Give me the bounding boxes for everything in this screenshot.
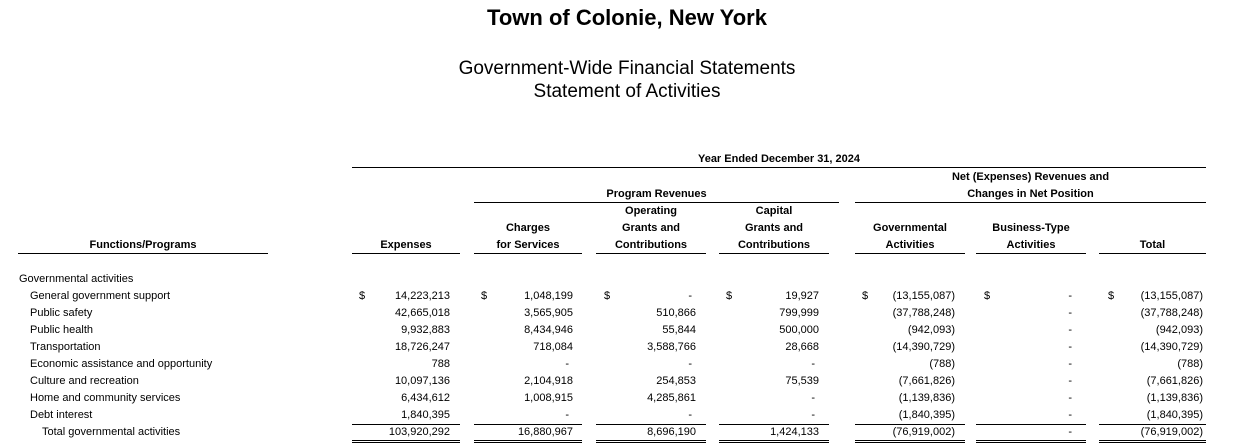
- currency-symbol: $: [984, 290, 991, 302]
- rule-governmental: [855, 253, 965, 254]
- cell-capital: 1,424,133: [770, 426, 819, 438]
- cell-expenses: 14,223,213: [394, 290, 450, 302]
- currency-symbol: $: [359, 290, 366, 302]
- cell-business: -: [1068, 358, 1072, 370]
- cell-governmental: (788): [929, 358, 955, 370]
- report-title: Town of Colonie, New York: [487, 5, 767, 30]
- expenses-header: Expenses: [380, 239, 432, 251]
- row-label: Transportation: [30, 341, 101, 353]
- cell-operating: 3,588,766: [647, 341, 696, 353]
- table-row: [0, 322, 1240, 339]
- total-double-rule: [719, 440, 829, 443]
- row-label: Culture and recreation: [30, 375, 139, 387]
- cell-charges: 1,048,199: [524, 290, 573, 302]
- cell-governmental: (1,139,836): [898, 392, 955, 404]
- cell-charges: 16,880,967: [517, 426, 573, 438]
- cell-charges: -: [565, 358, 569, 370]
- cell-business: -: [1068, 375, 1072, 387]
- cell-business: -: [1068, 290, 1072, 302]
- cell-expenses: 1,840,395: [401, 409, 450, 421]
- functions-header: Functions/Programs: [89, 239, 197, 251]
- rule-expenses: [352, 253, 460, 254]
- cell-governmental: (7,661,826): [898, 375, 955, 387]
- cell-capital: -: [811, 358, 815, 370]
- rule-period: [352, 167, 1206, 168]
- cell-charges: 1,008,915: [524, 392, 573, 404]
- net-position-header-line2: Changes in Net Position: [967, 188, 1094, 200]
- total-double-rule: [855, 440, 965, 443]
- cell-total: (76,919,002): [1140, 426, 1203, 438]
- cell-charges: 718,084: [533, 341, 573, 353]
- cell-capital: 19,927: [785, 290, 819, 302]
- cell-expenses: 103,920,292: [388, 426, 450, 438]
- cell-business: -: [1068, 307, 1072, 319]
- cell-expenses: 6,434,612: [401, 392, 450, 404]
- cell-operating: 254,853: [656, 375, 696, 387]
- cell-capital: -: [811, 409, 815, 421]
- row-label: Total governmental activities: [42, 426, 181, 438]
- row-label: Economic assistance and opportunity: [30, 358, 213, 370]
- cell-operating: -: [688, 290, 692, 302]
- period-header: Year Ended December 31, 2024: [697, 153, 861, 165]
- cell-expenses: 10,097,136: [394, 375, 450, 387]
- report-subtitle-1: Government-Wide Financial Statements: [458, 58, 796, 79]
- table-row: [0, 356, 1240, 373]
- cell-governmental: (14,390,729): [892, 341, 955, 353]
- cell-charges: 3,565,905: [524, 307, 573, 319]
- net-position-header: [855, 169, 1206, 203]
- total-double-rule: [352, 440, 460, 443]
- cell-governmental: (76,919,002): [892, 426, 955, 438]
- cell-capital: 75,539: [785, 375, 819, 387]
- program-revenues-header: Program Revenues: [606, 188, 707, 200]
- rule-operating: [596, 253, 706, 254]
- rule-functions: [18, 253, 268, 254]
- cell-total: (942,093): [1155, 324, 1203, 336]
- cell-total: (1,840,395): [1146, 409, 1203, 421]
- currency-symbol: $: [604, 290, 611, 302]
- rule-charges: [474, 253, 582, 254]
- cell-business: -: [1068, 324, 1072, 336]
- cell-operating: -: [688, 409, 692, 421]
- governmental-header: Governmental Activities: [873, 222, 947, 251]
- section-label: Governmental activities: [19, 273, 134, 285]
- cell-expenses: 9,932,883: [401, 324, 450, 336]
- cell-charges: 8,434,946: [524, 324, 573, 336]
- total-double-rule: [976, 440, 1086, 443]
- cell-business: -: [1068, 409, 1072, 421]
- rule-business: [976, 253, 1086, 254]
- cell-governmental: (942,093): [907, 324, 955, 336]
- currency-symbol: $: [481, 290, 488, 302]
- total-row: [0, 424, 1240, 441]
- cell-total: (788): [1177, 358, 1203, 370]
- cell-capital: 500,000: [779, 324, 819, 336]
- cell-operating: -: [688, 358, 692, 370]
- cell-business: -: [1068, 341, 1072, 353]
- table-row: [0, 305, 1240, 322]
- cell-business: -: [1068, 392, 1072, 404]
- cell-capital: -: [811, 392, 815, 404]
- currency-symbol: $: [1108, 290, 1115, 302]
- row-label: Public health: [30, 324, 93, 336]
- cell-expenses: 42,665,018: [394, 307, 450, 319]
- cell-charges: -: [565, 409, 569, 421]
- cell-total: (37,788,248): [1140, 307, 1203, 319]
- cell-total: (1,139,836): [1146, 392, 1203, 404]
- net-position-header-line1: Net (Expenses) Revenues and: [951, 171, 1110, 183]
- rule-total: [1099, 253, 1206, 254]
- row-label: General government support: [30, 290, 171, 302]
- table-row: [0, 390, 1240, 407]
- cell-governmental: (13,155,087): [892, 290, 955, 302]
- charges-header: Charges for Services: [496, 222, 560, 251]
- cell-expenses: 18,726,247: [394, 341, 450, 353]
- cell-capital: 799,999: [779, 307, 819, 319]
- rule-net-position: [855, 202, 1206, 203]
- cell-operating: 4,285,861: [647, 392, 696, 404]
- total-double-rule: [474, 440, 582, 443]
- cell-operating: 8,696,190: [647, 426, 696, 438]
- total-double-rule: [596, 440, 706, 443]
- row-label: Debt interest: [30, 409, 93, 421]
- cell-expenses: 788: [431, 358, 450, 370]
- table-row: [0, 339, 1240, 356]
- cell-business: -: [1068, 426, 1072, 438]
- cell-total: (7,661,826): [1146, 375, 1203, 387]
- row-label: Public safety: [30, 307, 93, 319]
- cell-charges: 2,104,918: [524, 375, 573, 387]
- currency-symbol: $: [862, 290, 869, 302]
- total-header: Total: [1139, 239, 1166, 251]
- currency-symbol: $: [726, 290, 733, 302]
- capital-grants-header: Capital Grants and Contributions: [737, 205, 811, 251]
- cell-total: (14,390,729): [1140, 341, 1203, 353]
- business-type-header: Business-Type Activities: [992, 222, 1070, 251]
- cell-operating: 55,844: [662, 324, 696, 336]
- report-subtitle-2: Statement of Activities: [533, 81, 721, 102]
- cell-governmental: (37,788,248): [892, 307, 955, 319]
- cell-capital: 28,668: [785, 341, 819, 353]
- table-row: [0, 288, 1240, 305]
- cell-governmental: (1,840,395): [898, 409, 955, 421]
- table-row: [0, 373, 1240, 390]
- cell-total: (13,155,087): [1140, 290, 1203, 302]
- operating-grants-header: Operating Grants and Contributions: [614, 205, 688, 251]
- total-double-rule: [1099, 440, 1206, 443]
- cell-operating: 510,866: [656, 307, 696, 319]
- table-row: [0, 407, 1240, 424]
- row-label: Home and community services: [30, 392, 181, 404]
- rule-capital: [719, 253, 829, 254]
